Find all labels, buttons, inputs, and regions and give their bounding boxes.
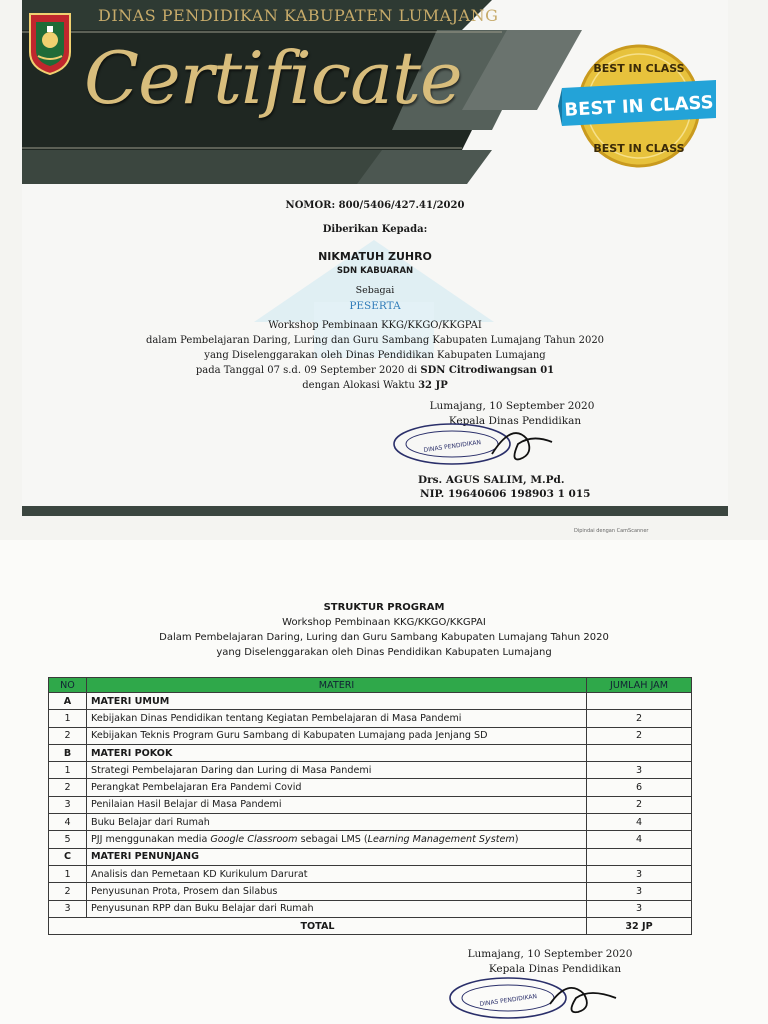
signer-name: Drs. AGUS SALIM, M.Pd. [418,474,565,486]
section-row [49,693,692,710]
row-materi: Penyusunan Prota, Prosem dan Silabus [87,883,587,900]
signer-title: Kepala Dinas Pendidikan [448,415,582,427]
row-materi-part: ) [514,834,519,846]
table-row [49,727,692,744]
structure-line-2: Dalam Pembelajaran Daring, Luring dan Guru Sambang Kabupaten Lumajang Tahun 2020 [159,632,609,643]
certificate [22,0,728,516]
section-code: A [49,693,87,710]
row-materi: Perangkat Pembelajaran Era Pandemi Covid [87,779,587,796]
row-no: 1 [49,710,87,727]
row-no: 2 [49,779,87,796]
row-materi: Penilaian Hasil Belajar di Masa Pandemi [87,796,587,813]
table-row [49,814,692,831]
structure-signer-title: Kepala Dinas Pendidikan [488,963,622,975]
structure-heading: STRUKTUR PROGRAM [323,602,445,613]
best-in-class-badge [558,36,720,176]
table-row [49,710,692,727]
row-jam: 2 [587,727,692,744]
row-materi: Kebijakan Dinas Pendidikan tentang Kegiatan Pembelajaran di Masa Pandemi [87,710,587,727]
row-materi: Penyusunan RPP dan Buku Belajar dari Rumah [87,900,587,917]
regency-emblem-icon [26,12,74,76]
body-line-2: dalam Pembelajaran Daring, Luring dan Guru Sambang Kabupaten Lumajang Tahun 2020 [145,335,605,346]
header-no: NO [49,678,87,693]
table-header-row [49,678,692,693]
as-label: Sebagai [355,285,395,296]
body-line-5 [22,380,728,391]
section-title: MATERI PENUNJANG [87,848,587,865]
row-no: 1 [49,762,87,779]
badge-ribbon-text: BEST IN CLASS [563,92,715,121]
section-row [49,848,692,865]
row-no: 2 [49,883,87,900]
body-line-5-text: dengan Alokasi Waktu [302,380,419,391]
hours-allocation: 32 JP [418,380,448,391]
row-jam: 2 [587,796,692,813]
structure-line-3: yang Diselenggarakan oleh Dinas Pendidikan Kabupaten Lumajang [216,647,552,658]
body-line-3: yang Diselenggarakan oleh Dinas Pendidikan Kabupaten Lumajang [204,350,546,361]
row-jam: 3 [587,883,692,900]
header-jam: JUMLAH JAM [587,678,692,693]
stamp-text: DINAS PENDIDIKAN [423,438,482,454]
structure-place-date: Lumajang, 10 September 2020 [467,948,633,960]
table-row [49,831,692,848]
signature-place-date: Lumajang, 10 September 2020 [429,400,595,412]
row-jam: 3 [587,865,692,882]
total-row [49,917,692,934]
official-stamp-icon [392,414,572,474]
row-materi: Strategi Pembelajaran Daring dan Luring di Masa Pandemi [87,762,587,779]
row-no: 4 [49,814,87,831]
row-materi [87,831,587,848]
row-materi-italic: Learning Management System [367,834,515,846]
section-row [49,744,692,761]
row-jam: 3 [587,762,692,779]
badge-top-text: BEST IN CLASS [593,62,685,75]
section-code: B [49,744,87,761]
body-line-4 [22,365,728,376]
table-row [49,779,692,796]
row-no: 1 [49,865,87,882]
row-no: 2 [49,727,87,744]
table-row [49,796,692,813]
certificate-title: Certificate [84,36,462,120]
table-row [49,883,692,900]
row-jam: 4 [587,814,692,831]
section-title: MATERI POKOK [87,744,587,761]
table-row [49,900,692,917]
venue-name: SDN Citrodiwangsan 01 [420,365,555,376]
structure-stamp-text: DINAS PENDIDIKAN [479,992,538,1008]
header-materi: MATERI [87,678,587,693]
agency-title: DINAS PENDIDIKAN KABUPATEN LUMAJANG [98,6,499,25]
row-materi: Kebijakan Teknis Program Guru Sambang di Kabupaten Lumajang pada Jenjang SD [87,727,587,744]
section-title: MATERI UMUM [87,693,587,710]
bottom-stripe [22,506,728,516]
row-no: 3 [49,900,87,917]
row-materi: Buku Belajar dari Rumah [87,814,587,831]
structure-line-1: Workshop Pembinaan KKG/KKGO/KKGPAI [282,617,486,628]
recipient-name: NIKMATUH ZUHRO [318,250,432,263]
given-to-label: Diberikan Kepada: [322,224,428,235]
total-label: TOTAL [49,917,587,934]
row-materi-part: PJJ menggunakan media [91,834,211,846]
row-no: 5 [49,831,87,848]
row-materi-part: sebagai LMS ( [297,834,368,846]
row-materi: Analisis dan Pemetaan KD Kurikulum Darurat [87,865,587,882]
badge-bottom-text: BEST IN CLASS [593,142,685,155]
row-jam: 3 [587,900,692,917]
row-jam: 2 [587,710,692,727]
structure-stamp-icon [446,968,626,1024]
table-row [49,762,692,779]
row-jam: 6 [587,779,692,796]
scan-note: Dipindai dengan CamScanner [574,528,649,534]
structure-table [48,677,692,935]
body-line-1: Workshop Pembinaan KKG/KKGO/KKGPAI [268,320,482,331]
table-row [49,865,692,882]
role-label: PESERTA [349,300,401,312]
total-value: 32 JP [587,917,692,934]
row-materi-italic: Google Classroom [210,834,298,846]
row-no: 3 [49,796,87,813]
section-code: C [49,848,87,865]
body-line-4-text: pada Tanggal 07 s.d. 09 September 2020 di [195,365,421,376]
row-jam: 4 [587,831,692,848]
recipient-school: SDN KABUARAN [336,266,414,276]
signer-nip: NIP. 19640606 198903 1 015 [420,488,591,500]
certificate-number: NOMOR: 800/5406/427.41/2020 [285,200,465,211]
